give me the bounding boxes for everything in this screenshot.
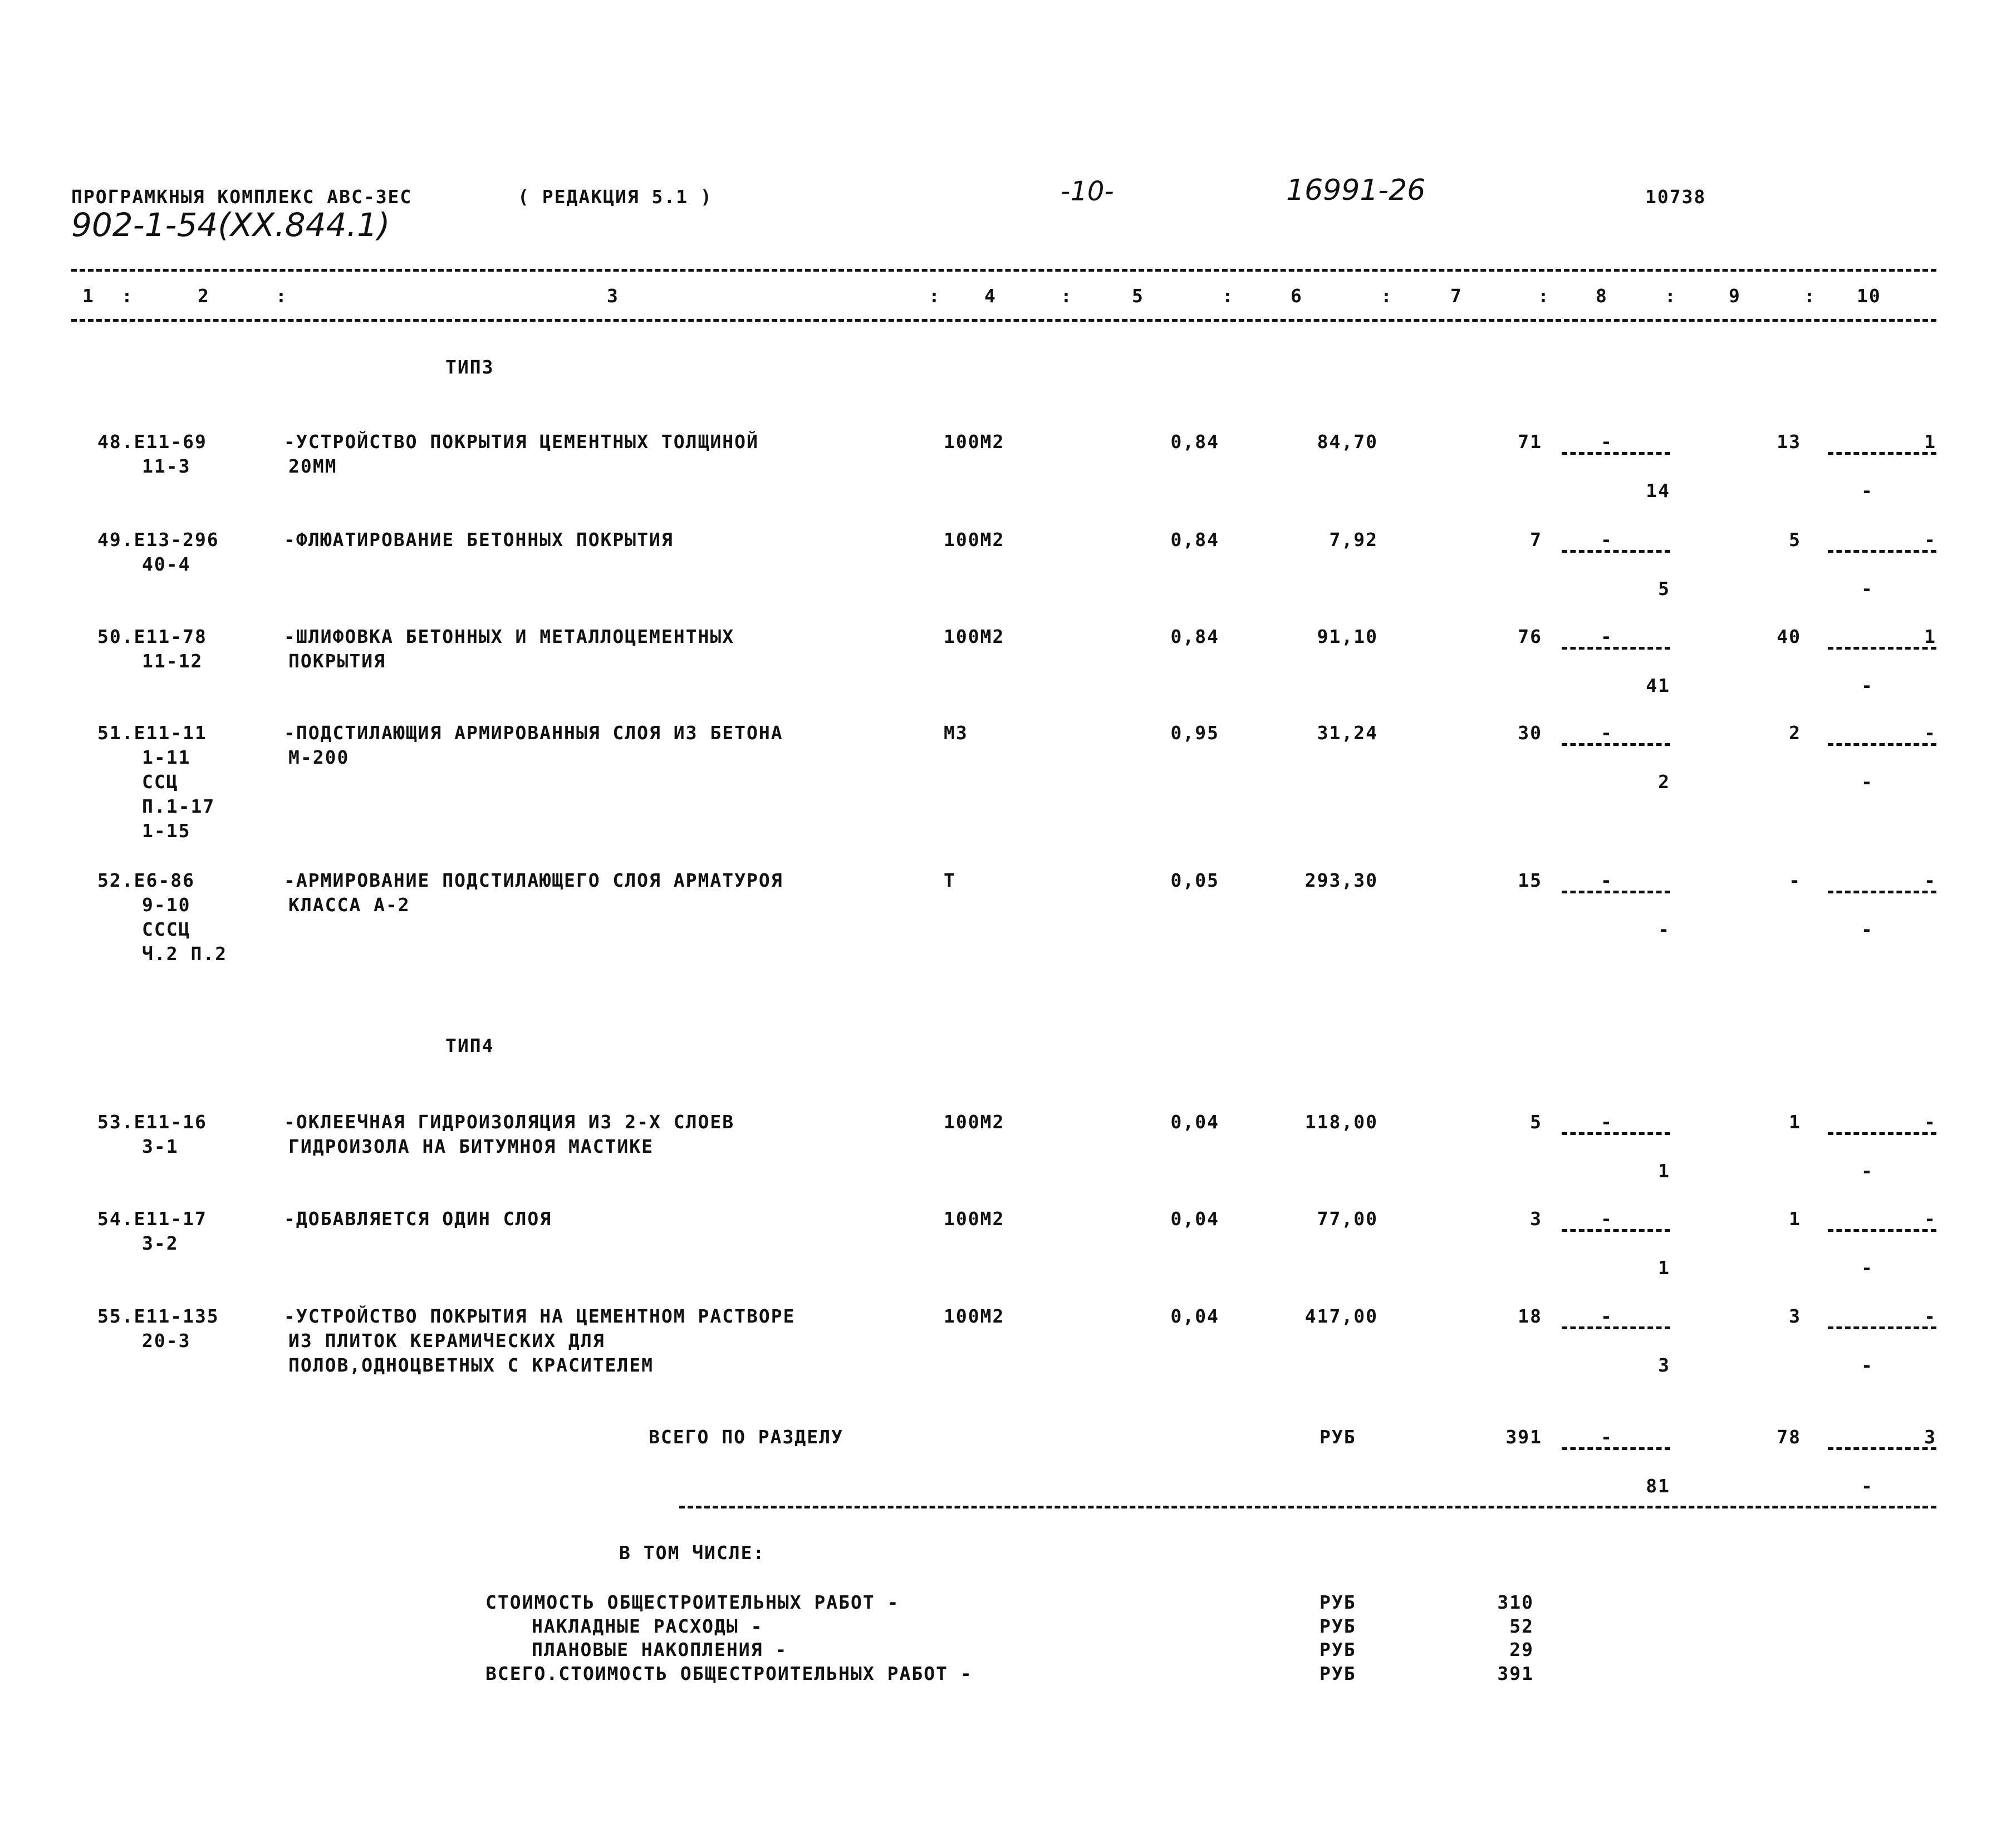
column-separator: : <box>276 285 288 307</box>
cell-col7: 391 <box>1505 1426 1542 1448</box>
cell-unit: 100М2 <box>944 431 1005 453</box>
cell-code: 53.Е11-16 <box>97 1111 207 1133</box>
cell-col10-bottom: - <box>1861 918 1873 940</box>
cell-col10-top: - <box>1924 722 1936 744</box>
cell-col10-rule <box>1828 1326 1936 1329</box>
cell-unit: 100М2 <box>944 529 1005 551</box>
cell-col9: 1 <box>1789 1208 1801 1230</box>
cell-col10-rule <box>1828 452 1936 455</box>
cell-col8-rule <box>1562 647 1670 650</box>
cell-code: 11-3 <box>142 455 191 477</box>
cell-col10-top: 1 <box>1924 431 1936 453</box>
cell-col8-rule <box>1562 743 1670 746</box>
cell-unit-price: 91,10 <box>1317 626 1378 647</box>
cell-unit-price: 77,00 <box>1317 1208 1378 1230</box>
cell-col10-top: - <box>1924 1111 1936 1133</box>
cell-unit: 100М2 <box>944 626 1005 647</box>
breakdown-label: НАКЛАДНЫЕ РАСХОДЫ - <box>532 1615 763 1637</box>
column-number: 9 <box>1729 285 1741 307</box>
column-number: 6 <box>1291 285 1303 307</box>
cell-col10-top: - <box>1924 869 1936 891</box>
cell-col9: - <box>1789 869 1801 891</box>
cell-col10-top: 1 <box>1924 626 1936 647</box>
cell-description: ПОКРЫТИЯ <box>288 650 386 672</box>
cell-description: -АРМИРОВАНИЕ ПОДСТИЛАЮЩЕГО СЛОЯ АРМАТУРОЯ <box>284 869 783 891</box>
cell-col8-bottom: 2 <box>1658 771 1670 793</box>
column-separator: : <box>1665 285 1677 307</box>
cell-col9: 40 <box>1777 626 1801 647</box>
breakdown-value: 391 <box>1497 1663 1534 1684</box>
cell-description: -ШЛИФОВКА БЕТОННЫХ И МЕТАЛЛОЦЕМЕНТНЫХ <box>284 626 735 647</box>
cell-code: 51.Е11-11 <box>97 722 207 744</box>
cell-col7: 3 <box>1530 1208 1542 1230</box>
cell-col10-bottom: - <box>1861 578 1873 599</box>
cell-col10-bottom: - <box>1861 1475 1873 1497</box>
document-code: 16991-26 <box>1286 174 1426 207</box>
cell-code: 50.Е11-78 <box>97 626 207 647</box>
cell-description: ГИДРОИЗОЛА НА БИТУМНОЯ МАСТИКЕ <box>288 1136 654 1157</box>
cell-col9: 2 <box>1789 722 1801 744</box>
cell-unit-price: 31,24 <box>1317 722 1378 744</box>
column-separator: : <box>1222 285 1234 307</box>
cell-col8-top: - <box>1601 869 1613 891</box>
cell-code: 54.Е11-17 <box>97 1208 207 1230</box>
cell-unit: 100М2 <box>944 1305 1005 1327</box>
cell-unit: 100М2 <box>944 1208 1005 1230</box>
cell-code: П.1-17 <box>142 795 215 817</box>
cell-col10-top: 3 <box>1924 1426 1936 1448</box>
cell-col9: 78 <box>1777 1426 1801 1448</box>
cell-col8-rule <box>1562 891 1670 893</box>
page-number: -10- <box>1061 176 1114 207</box>
cell-unit-price: 7,92 <box>1329 529 1378 551</box>
cell-code: СССЦ <box>142 918 191 940</box>
cell-code: 9-10 <box>142 894 191 916</box>
cell-quantity: 0,04 <box>1170 1208 1219 1230</box>
cell-col10-top: - <box>1924 1305 1936 1327</box>
column-number: 10 <box>1857 285 1881 307</box>
cell-col9: 3 <box>1789 1305 1801 1327</box>
cell-description: -УСТРОЙСТВО ПОКРЫТИЯ ЦЕМЕНТНЫХ ТОЛЩИНОЙ <box>284 431 759 453</box>
cell-code: 20-3 <box>142 1330 191 1352</box>
column-separator: : <box>929 285 941 307</box>
edition: ( РЕДАКЦИЯ 5.1 ) <box>518 186 713 208</box>
cell-code: 3-2 <box>142 1232 179 1254</box>
cell-col8-rule <box>1562 1229 1670 1232</box>
breakdown-value: 310 <box>1497 1591 1534 1613</box>
cell-col7: 15 <box>1518 869 1542 891</box>
cell-quantity: 0,84 <box>1170 626 1219 647</box>
cell-code: 52.Е6-86 <box>97 869 195 891</box>
section-title: ТИП4 <box>445 1035 494 1056</box>
cell-description: -УСТРОЙСТВО ПОКРЫТИЯ НА ЦЕМЕНТНОМ РАСТВОРЕ <box>284 1305 796 1327</box>
cell-quantity: 0,84 <box>1170 431 1219 453</box>
cell-col10-bottom: - <box>1861 1354 1873 1376</box>
total-label: ВСЕГО ПО РАЗДЕЛУ <box>649 1426 843 1448</box>
cell-col9: 5 <box>1789 529 1801 551</box>
project-code: 902-1-54(XX.844.1) <box>71 206 390 244</box>
cell-code: 11-12 <box>142 650 203 672</box>
cell-col10-rule <box>1828 1132 1936 1135</box>
cell-col8-top: - <box>1601 431 1613 453</box>
cell-col9: 1 <box>1789 1111 1801 1133</box>
column-number: 4 <box>984 285 997 307</box>
cell-description: М-200 <box>288 746 350 768</box>
breakdown-title: В ТОМ ЧИСЛЕ: <box>619 1542 766 1564</box>
cell-code: 55.Е11-135 <box>97 1305 219 1327</box>
cell-description: ПОЛОВ,ОДНОЦВЕТНЫХ С КРАСИТЕЛЕМ <box>288 1354 654 1376</box>
cell-col8-bottom: 14 <box>1646 480 1670 502</box>
breakdown-label: ПЛАНОВЫЕ НАКОПЛЕНИЯ - <box>532 1639 788 1660</box>
cell-unit-price: 293,30 <box>1304 869 1378 891</box>
cell-code: 49.Е13-296 <box>97 529 219 551</box>
total-rule <box>679 1506 1936 1508</box>
column-number: 5 <box>1132 285 1144 307</box>
cell-col7: 76 <box>1518 626 1542 647</box>
cell-code: 3-1 <box>142 1136 179 1157</box>
cell-unit-price: 118,00 <box>1304 1111 1378 1133</box>
cell-col7: 5 <box>1530 1111 1542 1133</box>
column-number: 7 <box>1450 285 1463 307</box>
breakdown-unit: РУБ <box>1320 1591 1356 1613</box>
breakdown-label: ВСЕГО.СТОИМОСТЬ ОБЩЕСТРОИТЕЛЬНЫХ РАБОТ - <box>485 1663 973 1684</box>
cell-col8-rule <box>1562 1326 1670 1329</box>
document-number: 10738 <box>1645 186 1706 208</box>
cell-code: ССЦ <box>142 771 179 793</box>
cell-code: 1-15 <box>142 820 191 842</box>
cell-col8-top: - <box>1601 722 1613 744</box>
cell-col10-bottom: - <box>1861 1257 1873 1279</box>
cell-col8-bottom: 3 <box>1658 1354 1670 1376</box>
breakdown-label: СТОИМОСТЬ ОБЩЕСТРОИТЕЛЬНЫХ РАБОТ - <box>485 1591 900 1613</box>
cell-col10-rule <box>1828 1229 1936 1232</box>
cell-code: Ч.2 П.2 <box>142 943 228 965</box>
column-number: 1 <box>82 285 95 307</box>
cell-col10-rule <box>1828 1447 1936 1450</box>
cell-col10-rule <box>1828 647 1936 650</box>
cell-col8-bottom: 41 <box>1646 675 1670 696</box>
column-number: 2 <box>198 285 210 307</box>
cell-unit: 100М2 <box>944 1111 1005 1133</box>
cell-col9: 13 <box>1777 431 1801 453</box>
breakdown-unit: РУБ <box>1320 1615 1356 1637</box>
column-separator: : <box>121 285 134 307</box>
cell-description: -ФЛЮАТИРОВАНИЕ БЕТОННЫХ ПОКРЫТИЯ <box>284 529 674 551</box>
cell-col10-top: - <box>1924 1208 1936 1230</box>
cell-description: КЛАССА А-2 <box>288 894 410 916</box>
breakdown-value: 52 <box>1509 1615 1534 1637</box>
column-number: 3 <box>607 285 619 307</box>
header-rule-top <box>71 269 1936 272</box>
breakdown-unit: РУБ <box>1320 1663 1356 1684</box>
section-title: ТИП3 <box>445 356 494 378</box>
cell-description: 20ММ <box>288 455 337 477</box>
cell-col7: 7 <box>1530 529 1542 551</box>
column-separator: : <box>1061 285 1073 307</box>
header-rule-bottom <box>71 319 1936 322</box>
total-unit: РУБ <box>1320 1426 1356 1448</box>
cell-col8-top: - <box>1601 1111 1613 1133</box>
cell-quantity: 0,05 <box>1170 869 1219 891</box>
cell-col8-bottom: 1 <box>1658 1257 1670 1279</box>
column-number: 8 <box>1596 285 1608 307</box>
cell-col8-top: - <box>1601 1208 1613 1230</box>
breakdown-value: 29 <box>1509 1639 1534 1660</box>
cell-col8-top: - <box>1601 1305 1613 1327</box>
cell-unit-price: 84,70 <box>1317 431 1378 453</box>
cell-col10-top: - <box>1924 529 1936 551</box>
column-separator: : <box>1538 285 1550 307</box>
cell-unit: М3 <box>944 722 968 744</box>
cell-col10-rule <box>1828 743 1936 746</box>
cell-col10-bottom: - <box>1861 1160 1873 1182</box>
cell-col10-bottom: - <box>1861 771 1873 793</box>
cell-quantity: 0,04 <box>1170 1305 1219 1327</box>
cell-code: 48.Е11-69 <box>97 431 207 453</box>
cell-description: ИЗ ПЛИТОК КЕРАМИЧЕСКИХ ДЛЯ <box>288 1330 605 1352</box>
cell-col8-bottom: 5 <box>1658 578 1670 599</box>
cell-quantity: 0,95 <box>1170 722 1219 744</box>
cell-description: -ПОДСТИЛАЮЩИЯ АРМИРОВАННЫЯ СЛОЯ ИЗ БЕТОНА <box>284 722 783 744</box>
cell-quantity: 0,04 <box>1170 1111 1219 1133</box>
cell-col8-rule <box>1562 550 1670 553</box>
cell-col8-rule <box>1562 1132 1670 1135</box>
column-separator: : <box>1804 285 1816 307</box>
cell-col10-rule <box>1828 550 1936 553</box>
cell-col10-bottom: - <box>1861 480 1873 502</box>
cell-code: 40-4 <box>142 553 191 575</box>
cell-quantity: 0,84 <box>1170 529 1219 551</box>
cell-unit: Т <box>944 869 956 891</box>
cell-col8-top: - <box>1601 529 1613 551</box>
cell-unit-price: 417,00 <box>1304 1305 1378 1327</box>
cell-description: -ОКЛЕЕЧНАЯ ГИДРОИЗОЛЯЦИЯ ИЗ 2-Х СЛОЕВ <box>284 1111 735 1133</box>
cell-col7: 18 <box>1518 1305 1542 1327</box>
cell-col8-rule <box>1562 1447 1670 1450</box>
cell-col8-rule <box>1562 452 1670 455</box>
cell-col8-bottom: 1 <box>1658 1160 1670 1182</box>
column-separator: : <box>1381 285 1393 307</box>
cell-code: 1-11 <box>142 746 191 768</box>
cell-col10-bottom: - <box>1861 675 1873 696</box>
cell-col8-bottom: 81 <box>1646 1475 1670 1497</box>
cell-col8-top: - <box>1601 1426 1613 1448</box>
cell-description: -ДОБАВЛЯЕТСЯ ОДИН СЛОЯ <box>284 1208 552 1230</box>
cell-col8-top: - <box>1601 626 1613 647</box>
cell-col7: 30 <box>1518 722 1542 744</box>
program-name: ПРОГРАМКНЫЯ КОМПЛЕКС АВС-ЗЕС <box>71 186 413 208</box>
cell-col10-rule <box>1828 891 1936 893</box>
cell-col8-bottom: - <box>1658 918 1670 940</box>
cell-col7: 71 <box>1518 431 1542 453</box>
breakdown-unit: РУБ <box>1320 1639 1356 1660</box>
